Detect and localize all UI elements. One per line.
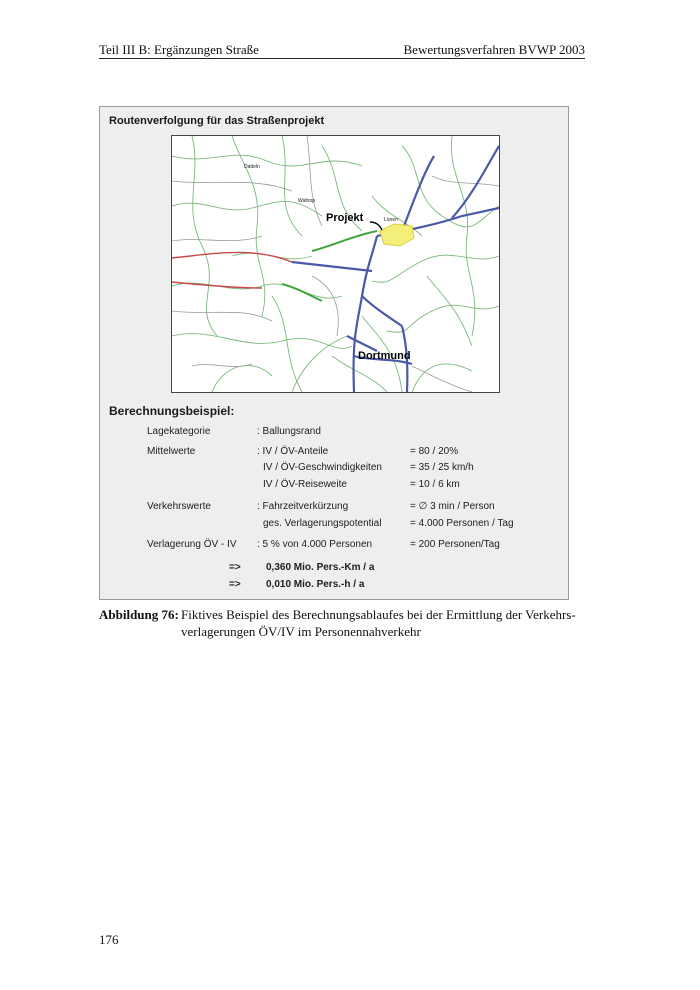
figure-box [99,106,569,600]
label-dortmund: Dortmund [358,350,411,362]
row-label: Verlagerung ÖV - IV [147,539,237,550]
grey-roads [172,136,499,392]
result-arrow: => [229,562,241,573]
caption-line-2: verlagerungen ÖV/IV im Personennahverkehr [181,624,421,639]
row-result: = 10 / 6 km [410,479,460,490]
row-label: Lagekategorie [147,426,211,437]
label-waltrop: Waltrop [298,198,316,204]
header-left: Teil III B: Ergänzungen Straße [99,42,259,57]
row-result: = 4.000 Personen / Tag [410,518,514,529]
caption-label: Abbildung 76: [99,607,179,622]
row-value: : Fahrzeitverkürzung [257,501,349,512]
label-projekt: Projekt [326,212,364,224]
row-value: IV / ÖV-Reiseweite [263,479,347,490]
calc-title: Berechnungsbeispiel: [109,404,235,418]
route-map [171,135,500,393]
road-network [172,136,499,392]
label-datteln: Datteln [244,164,260,170]
header-rule [99,58,585,59]
row-value: ges. Verlagerungspotential [263,518,382,529]
row-value: : Ballungsrand [257,426,321,437]
caption-line-1: Fiktives Beispiel des Berechnungsablaufes bei der Ermittlung der Verkehrs- [181,607,576,622]
page-number: 176 [99,932,119,947]
result-value: 0,010 Mio. Pers.-h / a [266,579,365,590]
row-result: = 200 Personen/Tag [410,539,500,550]
row-value: IV / ÖV-Geschwindigkeiten [263,462,382,473]
row-result: = ∅ 3 min / Person [410,501,495,512]
green-roads [172,136,499,392]
row-value: : IV / ÖV-Anteile [257,446,329,457]
header-right: Bewertungsverfahren BVWP 2003 [403,42,585,57]
row-result: = 35 / 25 km/h [410,462,474,473]
result-value: 0,360 Mio. Pers.-Km / a [266,562,375,573]
project-arrow [370,222,382,230]
row-value: : 5 % von 4.000 Personen [257,539,373,550]
label-luenen: Lünen [384,217,398,223]
figure-title: Routenverfolgung für das Straßenprojekt [109,115,325,127]
row-label: Verkehrswerte [147,501,211,512]
project-area [380,224,414,246]
row-label: Mittelwerte [147,446,196,457]
result-arrow: => [229,579,241,590]
row-result: = 80 / 20% [410,446,459,457]
red-motorway [172,252,372,288]
